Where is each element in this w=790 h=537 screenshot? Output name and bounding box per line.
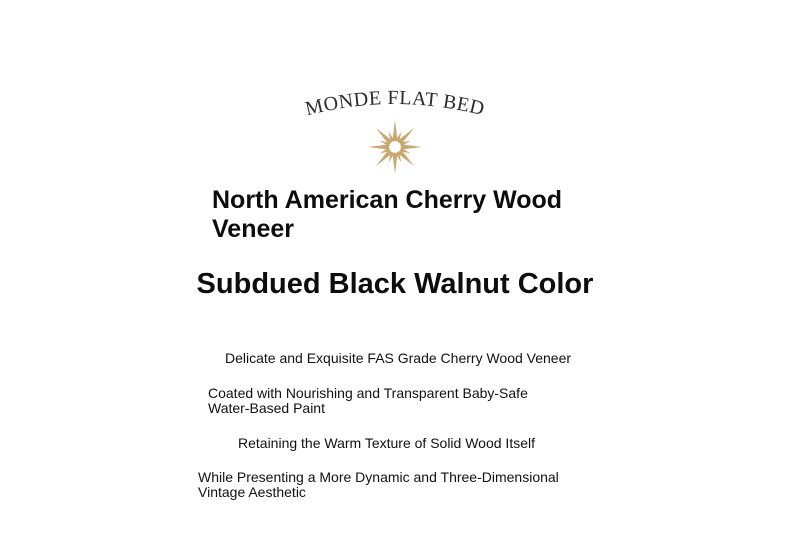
feature-item: Retaining the Warm Texture of Solid Wood Itself <box>238 435 535 451</box>
svg-text:MONDE FLAT BED <box>303 87 487 120</box>
feature-item: Coated with Nourishing and Transparent Baby-Safe Water-Based Paint <box>208 385 528 416</box>
sun-ray <box>368 144 389 149</box>
sun-ray <box>401 144 422 149</box>
material-heading: North American Cherry Wood Veneer <box>212 186 563 243</box>
sun-star-icon <box>366 118 424 176</box>
feature-item: While Presenting a More Dynamic and Three-Dimensional Vintage Aesthetic <box>198 469 559 500</box>
brand-name: MONDE FLAT BED <box>303 86 487 121</box>
sun-ray <box>392 120 397 141</box>
sun-ray <box>392 153 397 174</box>
feature-item: Delicate and Exquisite FAS Grade Cherry Wood Veneer <box>225 350 572 366</box>
sun-core <box>389 141 402 154</box>
color-heading: Subdued Black Walnut Color <box>196 268 594 300</box>
